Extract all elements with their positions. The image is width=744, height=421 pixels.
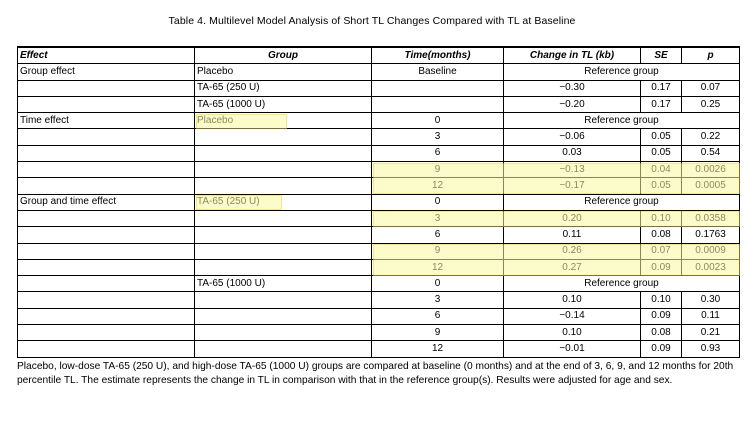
change-cell: −0.01 <box>504 341 641 357</box>
table-row <box>18 96 740 112</box>
effect-cell <box>18 178 195 194</box>
time-cell: 9 <box>372 325 504 341</box>
time-cell <box>372 96 504 112</box>
column-header: SE <box>641 47 682 64</box>
effect-cell <box>18 243 195 259</box>
table-row <box>18 308 740 324</box>
p-cell: 0.25 <box>682 96 740 112</box>
effect-cell: Group and time effect <box>18 194 195 210</box>
change-cell: −0.20 <box>504 96 641 112</box>
time-cell: 3 <box>372 129 504 145</box>
effect-cell <box>18 145 195 161</box>
time-cell: 6 <box>372 145 504 161</box>
se-cell: 0.05 <box>641 129 682 145</box>
p-cell: 0.07 <box>682 80 740 96</box>
group-cell <box>195 145 372 161</box>
table-row <box>18 276 740 292</box>
table-title: Table 4. Multilevel Model Analysis of Short TL Changes Compared with TL at Baseline <box>168 15 576 27</box>
time-cell <box>372 80 504 96</box>
highlight-box <box>196 195 282 210</box>
group-cell: TA-65 (250 U) <box>195 80 372 96</box>
effect-cell <box>18 129 195 145</box>
column-header: Time(months) <box>372 47 504 64</box>
table-row <box>18 64 740 80</box>
change-cell: 0.10 <box>504 292 641 308</box>
p-cell: 0.1763 <box>682 227 740 243</box>
effect-cell: Time effect <box>18 113 195 129</box>
table-row <box>18 113 740 129</box>
time-cell: 0 <box>372 276 504 292</box>
column-header: Change in TL (kb) <box>504 47 641 64</box>
effect-cell <box>18 227 195 243</box>
group-cell <box>195 308 372 324</box>
highlight-box <box>373 211 740 226</box>
group-cell <box>195 243 372 259</box>
column-header: Group <box>195 47 372 64</box>
effect-cell <box>18 308 195 324</box>
change-cell: 0.03 <box>504 145 641 161</box>
table-row <box>18 129 740 145</box>
table-row <box>18 145 740 161</box>
effect-cell: Group effect <box>18 64 195 80</box>
column-header: Effect <box>18 47 195 64</box>
p-cell: 0.11 <box>682 308 740 324</box>
effect-cell <box>18 325 195 341</box>
group-cell: Placebo <box>195 64 372 80</box>
table-footnote: Placebo, low-dose TA-65 (250 U), and high-dose TA-65 (1000 U) groups are compared at baseline (0 months) and at the end of 3, 6, 9, and 12 months for 20th percentile TL. The estimate represents the change in TL in comparison with that in the reference group(s). Results were adjusted for age and sex. <box>17 361 734 387</box>
effect-cell <box>18 80 195 96</box>
results-table <box>17 46 740 358</box>
p-cell: 0.54 <box>682 145 740 161</box>
se-cell: 0.08 <box>641 325 682 341</box>
change-cell: 0.11 <box>504 227 641 243</box>
se-cell: 0.10 <box>641 292 682 308</box>
p-cell: 0.30 <box>682 292 740 308</box>
table-row <box>18 325 740 341</box>
change-cell: Reference group <box>504 64 740 80</box>
change-cell: −0.30 <box>504 80 641 96</box>
effect-cell <box>18 162 195 178</box>
time-cell: 6 <box>372 227 504 243</box>
table-row <box>18 292 740 308</box>
se-cell: 0.17 <box>641 96 682 112</box>
time-cell: 0 <box>372 194 504 210</box>
group-cell <box>195 259 372 275</box>
change-cell: Reference group <box>504 276 740 292</box>
column-header: p <box>682 47 740 64</box>
group-cell <box>195 129 372 145</box>
table-header-row <box>18 47 740 64</box>
se-cell: 0.09 <box>641 341 682 357</box>
effect-cell <box>18 341 195 357</box>
group-cell <box>195 210 372 226</box>
effect-cell <box>18 96 195 112</box>
p-cell: 0.93 <box>682 341 740 357</box>
group-cell <box>195 227 372 243</box>
time-cell: 3 <box>372 292 504 308</box>
time-cell: Baseline <box>372 64 504 80</box>
effect-cell <box>18 292 195 308</box>
table-row <box>18 341 740 357</box>
time-cell: 6 <box>372 308 504 324</box>
se-cell: 0.17 <box>641 80 682 96</box>
group-cell <box>195 162 372 178</box>
change-cell: Reference group <box>504 194 740 210</box>
change-cell: Reference group <box>504 113 740 129</box>
se-cell: 0.05 <box>641 145 682 161</box>
table-row <box>18 194 740 210</box>
p-cell: 0.22 <box>682 129 740 145</box>
highlight-box <box>373 163 740 195</box>
effect-cell <box>18 276 195 292</box>
time-cell: 0 <box>372 113 504 129</box>
group-cell <box>195 292 372 308</box>
table-row <box>18 227 740 243</box>
se-cell: 0.08 <box>641 227 682 243</box>
group-cell <box>195 178 372 194</box>
time-cell: 12 <box>372 341 504 357</box>
change-cell: 0.10 <box>504 325 641 341</box>
table-row <box>18 80 740 96</box>
group-cell: TA-65 (1000 U) <box>195 96 372 112</box>
highlight-box <box>196 114 287 129</box>
group-cell <box>195 341 372 357</box>
highlight-box <box>373 244 740 276</box>
effect-cell <box>18 210 195 226</box>
group-cell: TA-65 (1000 U) <box>195 276 372 292</box>
change-cell: −0.14 <box>504 308 641 324</box>
se-cell: 0.09 <box>641 308 682 324</box>
group-cell <box>195 325 372 341</box>
effect-cell <box>18 259 195 275</box>
p-cell: 0.21 <box>682 325 740 341</box>
change-cell: −0.06 <box>504 129 641 145</box>
